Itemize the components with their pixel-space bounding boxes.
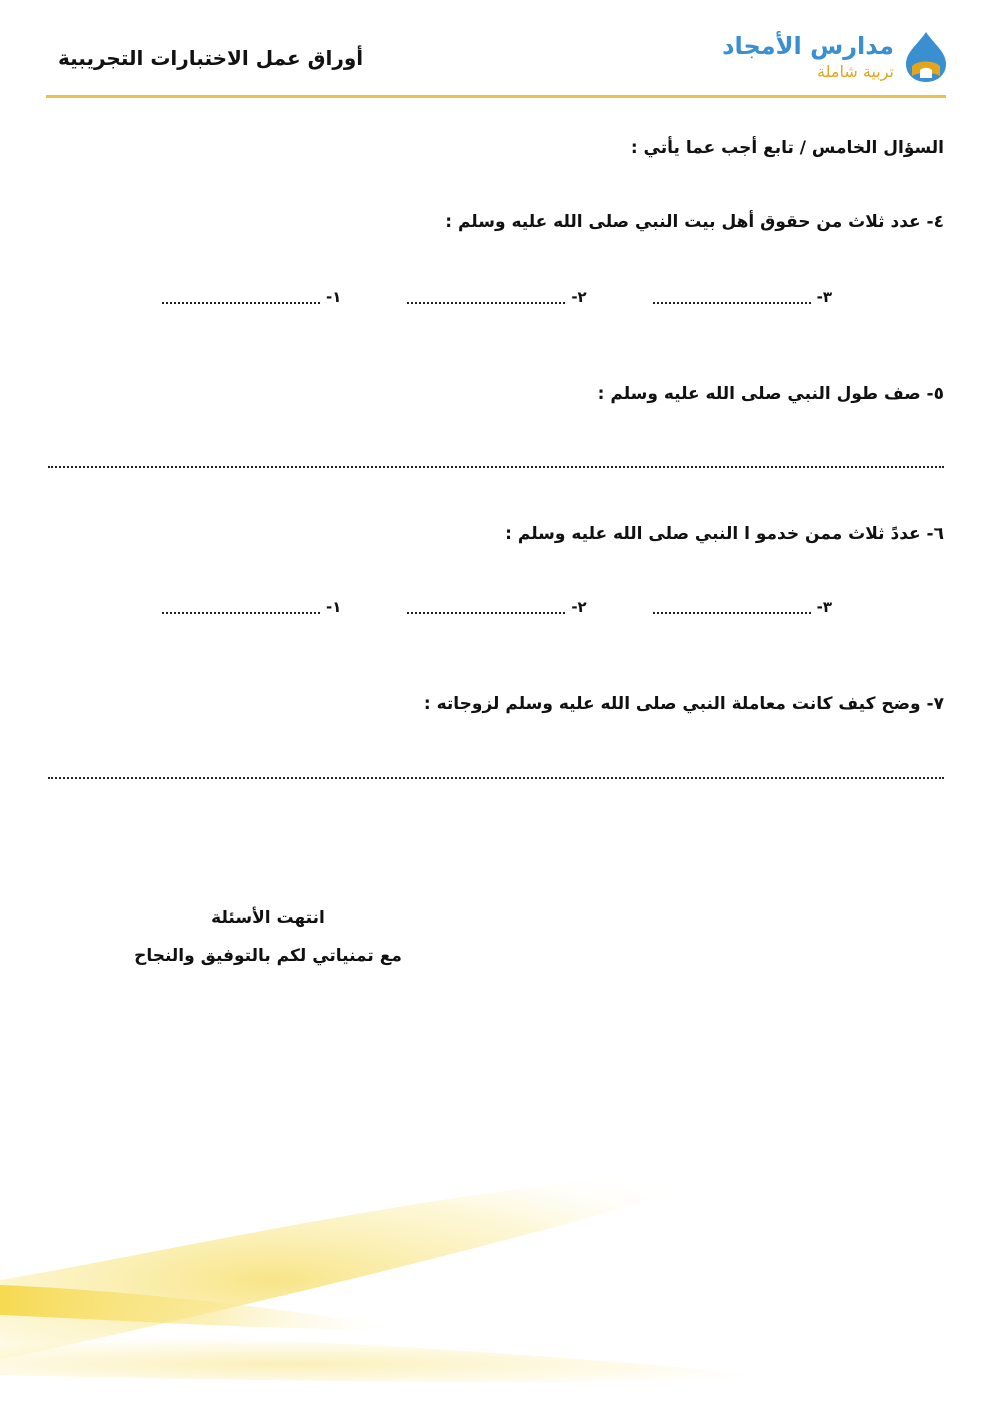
question-4: ٤- عدد ثلاث من حقوق أهل بيت النبي صلى الله عليه وسلم : [445, 212, 944, 232]
answer-blank[interactable] [653, 600, 811, 614]
header-divider [46, 95, 946, 98]
answer-blank[interactable] [653, 290, 811, 304]
logo-tagline: تربية شاملة [817, 62, 894, 81]
answer-slot [407, 288, 586, 306]
school-logo [722, 30, 948, 84]
page-title: أوراق عمل الاختبارات التجريبية [58, 46, 364, 70]
answer-number: ٣- [816, 598, 832, 616]
answer-slot [162, 598, 341, 616]
answer-number: ٣- [816, 288, 832, 306]
answer-slot [407, 598, 586, 616]
question-5: ٥- صف طول النبي صلى الله عليه وسلم : [597, 384, 944, 404]
answer-blank[interactable] [162, 600, 320, 614]
answer-row-q6 [162, 598, 832, 616]
answer-blank[interactable] [162, 290, 320, 304]
question-7: ٧- وضح كيف كانت معاملة النبي صلى الله عليه وسلم لزوجاته : [423, 694, 944, 714]
logo-mark-icon [904, 30, 948, 84]
answer-number: ٢- [571, 288, 587, 306]
closing-line-1: انتهت الأسئلة [211, 908, 325, 928]
answer-slot [162, 288, 341, 306]
logo-name: مدارس الأمجاد [722, 32, 894, 60]
answer-blank[interactable] [407, 290, 565, 304]
question-6: ٦- عددً ثلاث ممن خدمو ا النبي صلى الله عليه وسلم : [505, 524, 944, 544]
section-heading: السؤال الخامس / تابع أجب عما يأتي : [630, 138, 944, 158]
decorative-swoosh [0, 1100, 992, 1403]
answer-slot [653, 288, 832, 306]
closing-line-2: مع تمنياتي لكم بالتوفيق والنجاح [134, 946, 402, 966]
answer-slot [653, 598, 832, 616]
answer-blank[interactable] [407, 600, 565, 614]
answer-line-q5[interactable] [48, 465, 944, 468]
answer-line-q7[interactable] [48, 776, 944, 779]
answer-number: ٢- [571, 598, 587, 616]
answer-number: ١- [326, 288, 342, 306]
answer-number: ١- [326, 598, 342, 616]
answer-row-q4 [162, 288, 832, 306]
